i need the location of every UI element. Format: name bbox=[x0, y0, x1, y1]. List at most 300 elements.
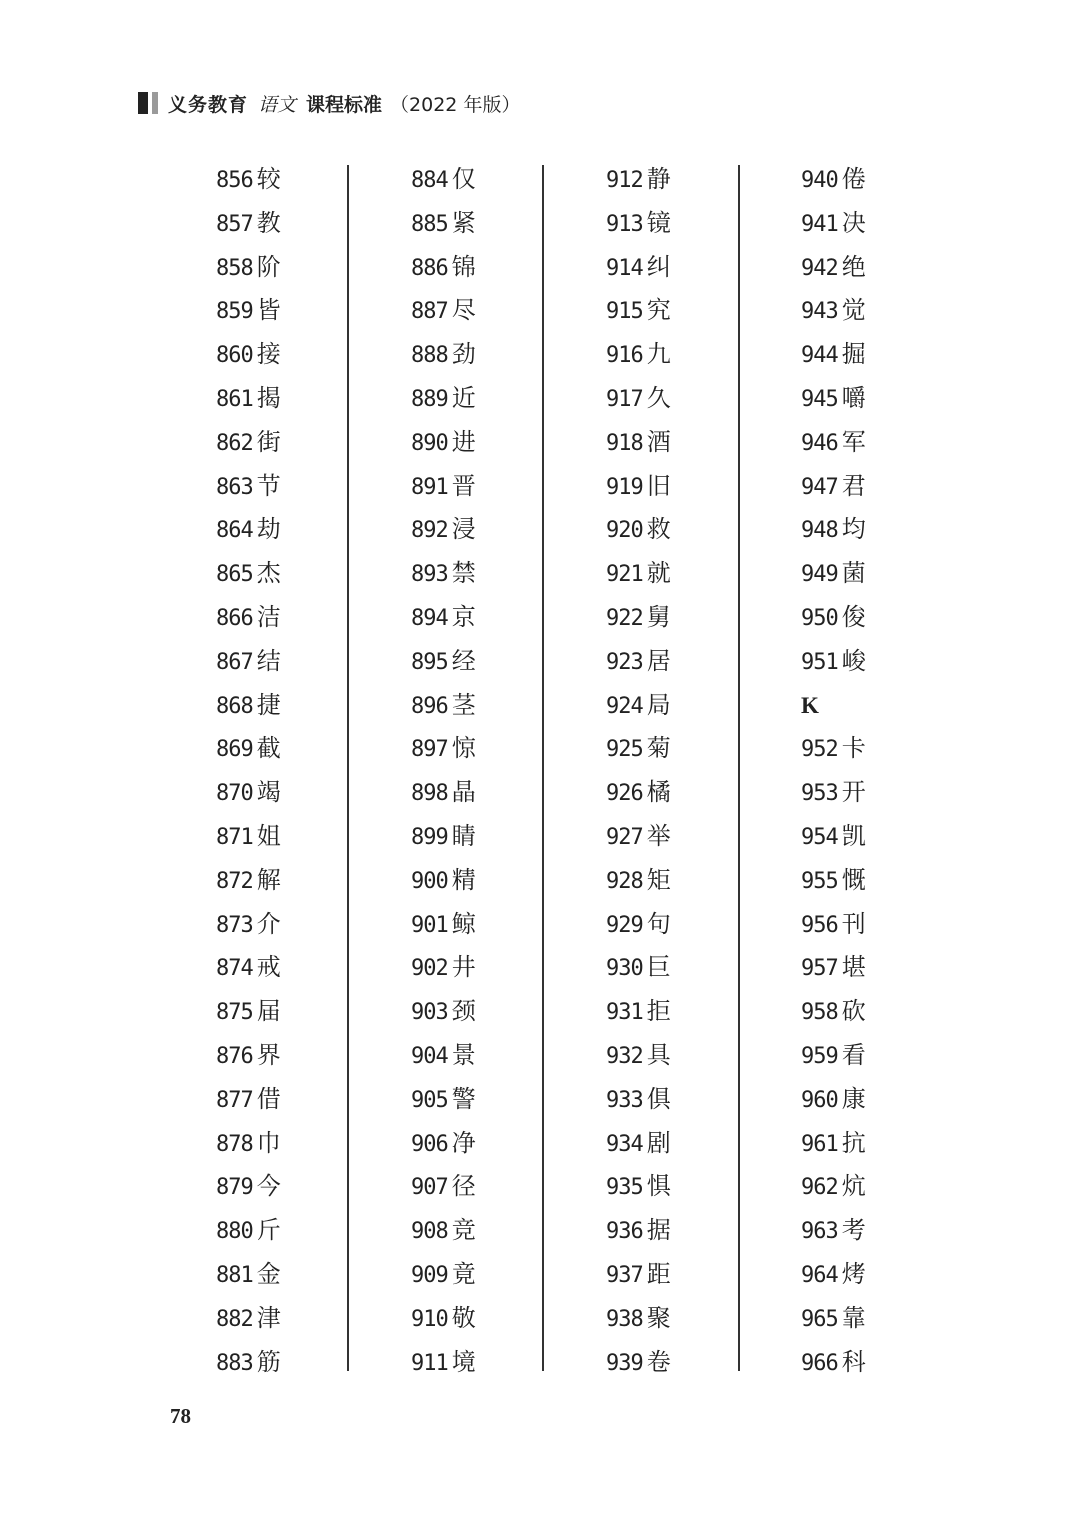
entry-character: 凯 bbox=[841, 821, 866, 850]
entry-character: 劲 bbox=[451, 340, 476, 369]
char-entry bbox=[606, 377, 766, 421]
entry-number: 912 bbox=[606, 168, 643, 193]
entry-character: 救 bbox=[646, 515, 671, 544]
char-entry bbox=[606, 246, 766, 290]
entry-number: 900 bbox=[411, 868, 448, 894]
entry-number: 901 bbox=[411, 912, 448, 938]
char-entry bbox=[216, 289, 376, 333]
entry-character: 解 bbox=[256, 865, 281, 894]
entry-character: 晋 bbox=[451, 471, 476, 500]
entry-character: 进 bbox=[451, 427, 476, 456]
char-entry bbox=[411, 859, 571, 903]
entry-number: 915 bbox=[606, 299, 643, 325]
char-entry bbox=[411, 1341, 571, 1385]
entry-number: 917 bbox=[606, 386, 643, 412]
entry-character: 姐 bbox=[256, 821, 281, 850]
entry-number: 861 bbox=[216, 386, 253, 412]
entry-character: 均 bbox=[841, 515, 866, 544]
entry-character: 景 bbox=[451, 1040, 476, 1069]
entry-number: 940 bbox=[801, 168, 838, 193]
entry-number: 922 bbox=[606, 605, 643, 631]
entry-number: 924 bbox=[606, 693, 643, 719]
entry-character: 倦 bbox=[841, 165, 866, 193]
char-entry bbox=[411, 946, 571, 990]
entry-character: 久 bbox=[646, 383, 671, 412]
entry-character: 居 bbox=[646, 646, 671, 675]
entry-character: 巨 bbox=[646, 953, 671, 982]
entry-number: 911 bbox=[411, 1350, 448, 1376]
entry-number: 880 bbox=[216, 1219, 253, 1245]
entry-character: 惊 bbox=[451, 734, 476, 763]
entry-character: 惧 bbox=[646, 1172, 671, 1201]
char-entry bbox=[801, 1165, 961, 1209]
entry-character: 睛 bbox=[451, 821, 476, 850]
entry-number: 896 bbox=[411, 693, 448, 719]
char-entry bbox=[216, 596, 376, 640]
char-entry bbox=[606, 684, 766, 728]
char-entry bbox=[411, 246, 571, 290]
entry-number: 932 bbox=[606, 1043, 643, 1069]
entry-character: 晶 bbox=[451, 778, 476, 807]
char-entry bbox=[216, 421, 376, 465]
entry-character: 卷 bbox=[646, 1347, 671, 1376]
entry-character: 境 bbox=[451, 1347, 476, 1376]
entry-character: 具 bbox=[646, 1040, 671, 1069]
char-entry bbox=[801, 1209, 961, 1253]
char-entry bbox=[216, 1297, 376, 1341]
entry-number: 873 bbox=[216, 912, 253, 938]
entry-character: 峻 bbox=[841, 646, 866, 675]
entry-character: 绝 bbox=[841, 252, 866, 281]
entry-character: 决 bbox=[841, 208, 866, 237]
char-entry bbox=[606, 508, 766, 552]
char-entry bbox=[801, 990, 961, 1034]
entry-character: 掘 bbox=[841, 340, 866, 369]
char-entry bbox=[216, 990, 376, 1034]
header-marks-icon bbox=[138, 92, 158, 114]
entry-character: 觉 bbox=[841, 296, 866, 325]
entry-number: 862 bbox=[216, 430, 253, 456]
entry-number: 939 bbox=[606, 1350, 643, 1376]
entry-character: 鲸 bbox=[451, 909, 476, 938]
entry-character: 劫 bbox=[256, 515, 281, 544]
char-entry bbox=[216, 552, 376, 596]
entry-number: 858 bbox=[216, 255, 253, 281]
entry-character: 竭 bbox=[256, 778, 281, 807]
char-entry bbox=[606, 990, 766, 1034]
char-column-3 bbox=[606, 158, 766, 1384]
char-entry bbox=[216, 771, 376, 815]
entry-number: 926 bbox=[606, 781, 643, 807]
entry-number: 929 bbox=[606, 912, 643, 938]
entry-character: 竟 bbox=[451, 1259, 476, 1288]
char-entry bbox=[606, 1165, 766, 1209]
char-entry bbox=[801, 771, 961, 815]
entry-number: 941 bbox=[801, 211, 838, 237]
entry-character: 界 bbox=[256, 1040, 281, 1069]
entry-number: 909 bbox=[411, 1262, 448, 1288]
char-entry bbox=[801, 1078, 961, 1122]
entry-character: 刊 bbox=[841, 909, 866, 938]
char-entry bbox=[216, 1165, 376, 1209]
entry-character: 开 bbox=[841, 778, 866, 807]
char-entry bbox=[411, 1165, 571, 1209]
char-entry bbox=[801, 508, 961, 552]
entry-character: 经 bbox=[451, 646, 476, 675]
entry-character: 砍 bbox=[841, 997, 866, 1026]
entry-number: 957 bbox=[801, 956, 838, 982]
entry-number: 856 bbox=[216, 168, 253, 193]
entry-character: 君 bbox=[841, 471, 866, 500]
entry-number: 885 bbox=[411, 211, 448, 237]
entry-number: 961 bbox=[801, 1131, 838, 1157]
entry-number: 959 bbox=[801, 1043, 838, 1069]
entry-character: 节 bbox=[256, 471, 281, 500]
char-entry bbox=[411, 158, 571, 202]
entry-number: 904 bbox=[411, 1043, 448, 1069]
entry-number: 963 bbox=[801, 1219, 838, 1245]
entry-number: 920 bbox=[606, 518, 643, 544]
entry-number: 964 bbox=[801, 1262, 838, 1288]
column-divider bbox=[542, 165, 544, 1371]
char-entry bbox=[606, 202, 766, 246]
char-entry bbox=[801, 859, 961, 903]
char-entry bbox=[216, 815, 376, 859]
char-entry bbox=[606, 859, 766, 903]
subject-name: 语文 bbox=[258, 93, 297, 116]
entry-character: 看 bbox=[841, 1040, 866, 1069]
entry-number: 965 bbox=[801, 1306, 838, 1332]
entry-number: 927 bbox=[606, 824, 643, 850]
entry-number: 914 bbox=[606, 255, 643, 281]
entry-character: 揭 bbox=[256, 383, 281, 412]
entry-character: 炕 bbox=[841, 1172, 866, 1201]
entry-character: 靠 bbox=[841, 1303, 866, 1332]
entry-number: 921 bbox=[606, 562, 643, 588]
char-entry bbox=[411, 552, 571, 596]
entry-number: 859 bbox=[216, 299, 253, 325]
char-entry bbox=[606, 1341, 766, 1385]
section-heading bbox=[801, 684, 961, 728]
char-entry bbox=[606, 771, 766, 815]
char-entry bbox=[606, 815, 766, 859]
entry-character: 抗 bbox=[841, 1128, 866, 1157]
entry-number: 950 bbox=[801, 605, 838, 631]
char-entry bbox=[411, 727, 571, 771]
entry-number: 868 bbox=[216, 693, 253, 719]
char-entry bbox=[411, 1297, 571, 1341]
char-entry bbox=[411, 1209, 571, 1253]
entry-character: 斤 bbox=[256, 1216, 281, 1245]
running-header bbox=[138, 90, 520, 116]
entry-character: 静 bbox=[646, 165, 671, 193]
entry-character: 届 bbox=[256, 997, 281, 1026]
entry-character: 京 bbox=[451, 602, 476, 631]
entry-character: 烤 bbox=[841, 1259, 866, 1288]
entry-number: 887 bbox=[411, 299, 448, 325]
entry-number: 874 bbox=[216, 956, 253, 982]
entry-number: 953 bbox=[801, 781, 838, 807]
char-entry bbox=[606, 640, 766, 684]
char-entry bbox=[216, 158, 376, 202]
char-entry bbox=[801, 640, 961, 684]
char-entry bbox=[216, 1034, 376, 1078]
entry-character: 俊 bbox=[841, 602, 866, 631]
entry-character: 紧 bbox=[451, 208, 476, 237]
char-entry bbox=[606, 596, 766, 640]
entry-character: 矩 bbox=[646, 865, 671, 894]
entry-character: 军 bbox=[841, 427, 866, 456]
entry-number: 934 bbox=[606, 1131, 643, 1157]
char-entry bbox=[606, 727, 766, 771]
char-entry bbox=[411, 903, 571, 947]
entry-number: 884 bbox=[411, 168, 448, 193]
entry-character: 锦 bbox=[451, 252, 476, 281]
entry-number: 889 bbox=[411, 386, 448, 412]
entry-number: 869 bbox=[216, 737, 253, 763]
entry-number: 875 bbox=[216, 1000, 253, 1026]
char-entry bbox=[606, 333, 766, 377]
entry-number: 899 bbox=[411, 824, 448, 850]
char-entry bbox=[606, 903, 766, 947]
char-entry bbox=[606, 1209, 766, 1253]
entry-character: 巾 bbox=[256, 1128, 281, 1157]
entry-number: 910 bbox=[411, 1306, 448, 1332]
char-entry bbox=[411, 1078, 571, 1122]
char-entry bbox=[216, 246, 376, 290]
char-entry bbox=[216, 202, 376, 246]
entry-character: 今 bbox=[256, 1172, 281, 1201]
entry-character: 拒 bbox=[646, 997, 671, 1026]
entry-character: 仅 bbox=[451, 165, 476, 193]
char-entry bbox=[606, 1297, 766, 1341]
char-entry bbox=[801, 815, 961, 859]
entry-character: 举 bbox=[646, 821, 671, 850]
char-entry bbox=[216, 903, 376, 947]
entry-number: 937 bbox=[606, 1262, 643, 1288]
char-entry bbox=[801, 202, 961, 246]
book-title: 义务教育 bbox=[168, 93, 249, 116]
char-entry bbox=[411, 684, 571, 728]
entry-number: 931 bbox=[606, 1000, 643, 1026]
entry-number: 913 bbox=[606, 211, 643, 237]
entry-number: 877 bbox=[216, 1087, 253, 1113]
edition-label: （2022 年版） bbox=[390, 93, 521, 116]
char-entry bbox=[411, 1122, 571, 1166]
entry-number: 864 bbox=[216, 518, 253, 544]
entry-character: 就 bbox=[646, 559, 671, 588]
char-entry bbox=[216, 377, 376, 421]
entry-character: 舅 bbox=[646, 602, 671, 631]
entry-number: 933 bbox=[606, 1087, 643, 1113]
char-entry bbox=[606, 289, 766, 333]
char-entry bbox=[216, 1253, 376, 1297]
entry-number: 962 bbox=[801, 1175, 838, 1201]
entry-character: 截 bbox=[256, 734, 281, 763]
column-divider bbox=[738, 165, 740, 1371]
entry-character: 旧 bbox=[646, 471, 671, 500]
entry-character: 康 bbox=[841, 1084, 866, 1113]
entry-number: 918 bbox=[606, 430, 643, 456]
entry-character: 嚼 bbox=[841, 383, 866, 412]
entry-number: 951 bbox=[801, 649, 838, 675]
entry-number: 883 bbox=[216, 1350, 253, 1376]
entry-character: 菌 bbox=[841, 559, 866, 588]
char-entry bbox=[801, 421, 961, 465]
entry-character: 俱 bbox=[646, 1084, 671, 1113]
char-entry bbox=[411, 771, 571, 815]
char-entry bbox=[411, 465, 571, 509]
entry-character: 井 bbox=[451, 953, 476, 982]
entry-character: 敬 bbox=[451, 1303, 476, 1332]
char-entry bbox=[411, 333, 571, 377]
char-entry bbox=[606, 1253, 766, 1297]
entry-number: 936 bbox=[606, 1219, 643, 1245]
column-divider bbox=[347, 165, 349, 1371]
entry-character: 镜 bbox=[646, 208, 671, 237]
entry-character: 卡 bbox=[841, 734, 866, 763]
entry-number: 960 bbox=[801, 1087, 838, 1113]
header-bar-light bbox=[152, 92, 158, 114]
char-entry bbox=[216, 727, 376, 771]
entry-number: 966 bbox=[801, 1350, 838, 1376]
char-entry bbox=[801, 465, 961, 509]
entry-number: 938 bbox=[606, 1306, 643, 1332]
char-entry bbox=[216, 859, 376, 903]
char-entry bbox=[411, 1253, 571, 1297]
entry-character: 九 bbox=[646, 340, 671, 369]
entry-number: 956 bbox=[801, 912, 838, 938]
entry-number: 916 bbox=[606, 343, 643, 369]
char-entry bbox=[216, 946, 376, 990]
entry-number: 906 bbox=[411, 1131, 448, 1157]
entry-number: 876 bbox=[216, 1043, 253, 1069]
char-entry bbox=[606, 158, 766, 202]
entry-number: 945 bbox=[801, 386, 838, 412]
entry-number: 865 bbox=[216, 562, 253, 588]
entry-character: 金 bbox=[256, 1259, 281, 1288]
entry-character: 警 bbox=[451, 1084, 476, 1113]
char-entry bbox=[216, 640, 376, 684]
char-entry bbox=[801, 289, 961, 333]
char-entry bbox=[606, 552, 766, 596]
entry-number: 866 bbox=[216, 605, 253, 631]
entry-character: 颈 bbox=[451, 997, 476, 1026]
entry-character: 堪 bbox=[841, 953, 866, 982]
char-entry bbox=[801, 552, 961, 596]
char-entry bbox=[801, 377, 961, 421]
header-bar-dark bbox=[138, 92, 148, 114]
entry-number: 881 bbox=[216, 1262, 253, 1288]
entry-number: 886 bbox=[411, 255, 448, 281]
entry-character: 橘 bbox=[646, 778, 671, 807]
entry-character: 句 bbox=[646, 909, 671, 938]
entry-number: 891 bbox=[411, 474, 448, 500]
entry-character: 筋 bbox=[256, 1347, 281, 1376]
entry-character: 介 bbox=[256, 909, 281, 938]
entry-character: 洁 bbox=[256, 602, 281, 631]
char-entry bbox=[411, 377, 571, 421]
entry-character: 精 bbox=[451, 865, 476, 894]
entry-number: 892 bbox=[411, 518, 448, 544]
entry-number: 898 bbox=[411, 781, 448, 807]
entry-character: 捷 bbox=[256, 690, 281, 719]
entry-character: 较 bbox=[256, 165, 281, 193]
entry-character: 竞 bbox=[451, 1216, 476, 1245]
entry-number: 878 bbox=[216, 1131, 253, 1157]
entry-number: 930 bbox=[606, 956, 643, 982]
entry-number: 890 bbox=[411, 430, 448, 456]
entry-character: 慨 bbox=[841, 865, 866, 894]
entry-character: 戒 bbox=[256, 953, 281, 982]
entry-character: 接 bbox=[256, 340, 281, 369]
char-entry bbox=[801, 246, 961, 290]
entry-character: 皆 bbox=[256, 296, 281, 325]
entry-character: 禁 bbox=[451, 559, 476, 588]
char-entry bbox=[411, 202, 571, 246]
char-entry bbox=[801, 1122, 961, 1166]
char-entry bbox=[801, 1297, 961, 1341]
standard-title: 课程标准 bbox=[306, 93, 383, 116]
entry-number: 954 bbox=[801, 824, 838, 850]
entry-character: 杰 bbox=[256, 559, 281, 588]
entry-character: 近 bbox=[451, 383, 476, 412]
entry-number: 908 bbox=[411, 1219, 448, 1245]
char-entry bbox=[801, 333, 961, 377]
char-entry bbox=[606, 1122, 766, 1166]
entry-number: 952 bbox=[801, 737, 838, 763]
entry-number: 923 bbox=[606, 649, 643, 675]
entry-number: 902 bbox=[411, 956, 448, 982]
entry-character: 净 bbox=[451, 1128, 476, 1157]
entry-character: 街 bbox=[256, 427, 281, 456]
entry-character: 局 bbox=[646, 690, 671, 719]
entry-number: 860 bbox=[216, 343, 253, 369]
entry-character: 科 bbox=[841, 1347, 866, 1376]
char-entry bbox=[216, 684, 376, 728]
entry-number: 942 bbox=[801, 255, 838, 281]
char-entry bbox=[411, 596, 571, 640]
char-column-2 bbox=[411, 158, 571, 1384]
entry-number: 893 bbox=[411, 562, 448, 588]
entry-character: 尽 bbox=[451, 296, 476, 325]
entry-character: 浸 bbox=[451, 515, 476, 544]
entry-number: 870 bbox=[216, 781, 253, 807]
entry-number: 888 bbox=[411, 343, 448, 369]
section-letter: K bbox=[801, 692, 819, 718]
entry-character: 考 bbox=[841, 1216, 866, 1245]
char-entry bbox=[411, 508, 571, 552]
entry-number: 925 bbox=[606, 737, 643, 763]
char-entry bbox=[216, 508, 376, 552]
entry-number: 897 bbox=[411, 737, 448, 763]
char-column-1 bbox=[216, 158, 376, 1384]
char-entry bbox=[606, 946, 766, 990]
entry-number: 907 bbox=[411, 1175, 448, 1201]
char-entry bbox=[801, 1341, 961, 1385]
char-entry bbox=[216, 333, 376, 377]
entry-number: 857 bbox=[216, 211, 253, 237]
entry-number: 895 bbox=[411, 649, 448, 675]
char-entry bbox=[411, 1034, 571, 1078]
entry-number: 863 bbox=[216, 474, 253, 500]
char-entry bbox=[801, 946, 961, 990]
char-entry bbox=[216, 1209, 376, 1253]
entry-character: 酒 bbox=[646, 427, 671, 456]
entry-character: 究 bbox=[646, 296, 671, 325]
char-entry bbox=[411, 289, 571, 333]
entry-number: 872 bbox=[216, 868, 253, 894]
